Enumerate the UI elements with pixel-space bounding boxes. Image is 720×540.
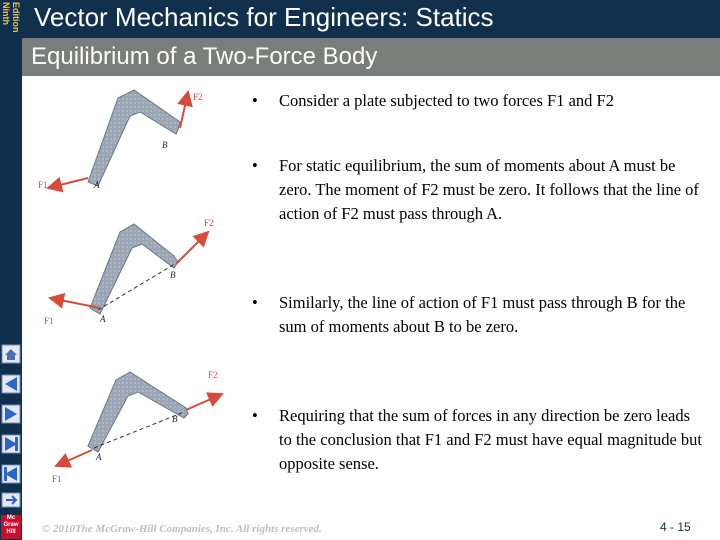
publisher-logo-line: Mc [6, 515, 16, 521]
force-f1-arrow-3 [56, 450, 92, 466]
bullet-marker: • [252, 156, 258, 175]
force-f1-arrow-1 [48, 178, 88, 188]
label-f1-1: F1 [38, 180, 48, 190]
label-f2-1: F2 [193, 92, 203, 102]
exit-icon[interactable] [0, 491, 22, 509]
label-f1-3: F1 [52, 474, 62, 484]
two-force-body-figure [38, 82, 248, 492]
bullet-text: For static equilibrium, the sum of moments about A must be zero. The moment of F2 must be zero. It follows that the line of action of F2 must pass through A. [279, 156, 699, 224]
edition-line-2: Edition [11, 2, 21, 33]
first-slide-icon[interactable] [0, 373, 22, 395]
edition-badge [0, 0, 22, 60]
force-f2-arrow-2 [176, 232, 208, 264]
label-f1-2: F1 [44, 316, 54, 326]
bullet-marker: • [252, 91, 258, 110]
bullet-text: Requiring that the sum of forces in any direction be zero leads to the conclusion that F1 and F2 must have equal magnitude but opposite sense. [279, 406, 702, 474]
book-title: Vector Mechanics for Engineers: Statics [34, 2, 494, 32]
label-a-2: A [100, 314, 106, 324]
publisher-logo-line: Hill [6, 529, 16, 535]
previous-slide-icon[interactable] [0, 403, 22, 425]
bullet-item [252, 89, 704, 113]
label-f2-2: F2 [204, 218, 214, 228]
bullet-marker: • [252, 293, 258, 312]
publisher-logo-line: Graw [3, 522, 19, 528]
publisher-logo [1, 515, 21, 539]
slide-title: Equilibrium of a Two-Force Body [31, 43, 378, 70]
force-f2-arrow-1 [180, 92, 188, 128]
edition-line-1: Ninth [1, 2, 11, 25]
page-number: 4 - 15 [660, 520, 691, 534]
label-a-1: A [94, 180, 100, 190]
plate-2 [44, 218, 214, 326]
bullet-text: Consider a plate subjected to two forces F1 and F2 [279, 91, 614, 110]
left-sidebar [0, 0, 22, 540]
label-a-3: A [96, 452, 102, 462]
bullet-item [252, 404, 704, 477]
home-icon[interactable] [0, 343, 22, 365]
plate-3 [52, 370, 222, 484]
label-b-3: B [172, 414, 178, 424]
force-f2-arrow-3 [186, 394, 222, 410]
bullet-text: Similarly, the line of action of F1 must pass through B for the sum of moments about B to be zero. [279, 293, 686, 337]
label-b-1: B [162, 140, 168, 150]
next-slide-icon[interactable] [0, 433, 22, 455]
label-f2-3: F2 [208, 370, 218, 380]
label-b-2: B [170, 270, 176, 280]
plate-1 [38, 90, 203, 190]
bullet-marker: • [252, 406, 258, 425]
bullet-item [252, 154, 704, 227]
bullet-item [252, 291, 704, 339]
last-slide-icon[interactable] [0, 463, 22, 485]
copyright-notice: © 2010The McGraw-Hill Companies, Inc. All rights reserved. [42, 523, 322, 535]
